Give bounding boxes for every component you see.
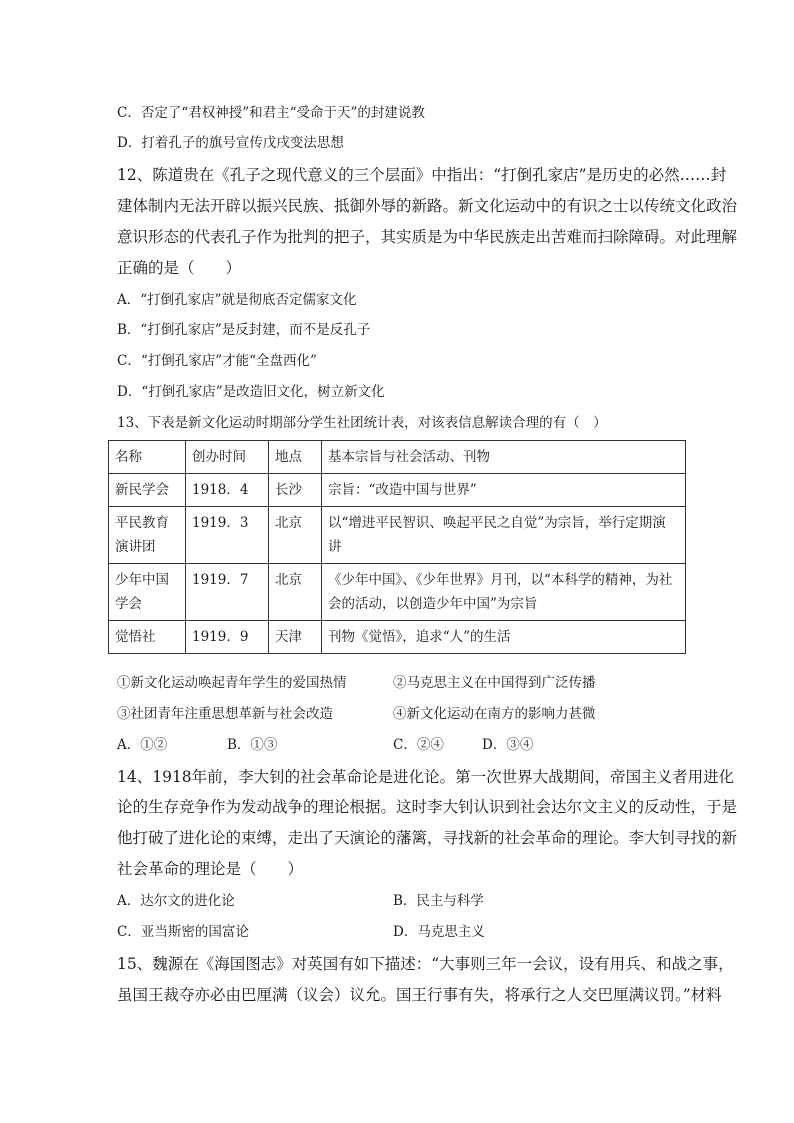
q14-stem-line-2: 论的生存竞争作为发动战争的理论根据。这时李大钊认识到社会达尔文主义的反动性，于是 <box>117 798 738 816</box>
q13-statement-3: ③社团青年注重思想革新与社会改造 <box>117 706 333 722</box>
table-header-cell: 地点 <box>269 441 322 474</box>
table-cell-place: 天津 <box>269 621 322 654</box>
table-cell-name: 平民教育演讲团 <box>109 507 186 564</box>
table-cell-date: 1918．4 <box>186 474 269 507</box>
table-cell-name: 少年中国学会 <box>109 564 186 621</box>
q14-stem-line-1: 14、1918年前，李大钊的社会革命论是进化论。第一次世界大战期间，帝国主义者用进化 <box>117 768 735 786</box>
q12-option-c: C．“打倒孔家店”才能“全盘西化” <box>117 353 317 369</box>
q15-stem-line-2: 虽国王裁夺亦必由巴厘满（议会）议允。国王行事有失，将承行之人交巴厘满议罚。”材料 <box>117 986 722 1004</box>
q12-stem-line-2: 建体制内无法开辟以振兴民族、抵御外辱的新路。新文化运动中的有识之士以传统文化政治 <box>117 197 738 215</box>
table-cell-date: 1919．9 <box>186 621 269 654</box>
table-cell-name: 觉悟社 <box>109 621 186 654</box>
table-header-cell: 基本宗旨与社会活动、刊物 <box>322 441 686 474</box>
q14-option-b: B．民主与科学 <box>393 893 484 909</box>
student-society-table <box>108 440 686 654</box>
q13-stem: 13、下表是新文化运动时期部分学生社团统计表，对该表信息解读合理的有（ ） <box>117 415 607 431</box>
q13-choice-d: D．③④ <box>482 737 534 753</box>
q12-option-a: A．“打倒孔家店”就是彻底否定儒家文化 <box>117 292 357 308</box>
q13-statement-2: ②马克思主义在中国得到广泛传播 <box>393 675 596 691</box>
q12-stem-line-4: 正确的是（ ） <box>117 259 242 277</box>
q12-stem-line-1: 12、陈道贵在《孔子之现代意义的三个层面》中指出：“打倒孔家店”是历史的必然……封 <box>117 166 727 184</box>
table-cell-desc: 宗旨：“改造中国与世界” <box>322 474 686 507</box>
table-row <box>109 564 686 621</box>
q13-choice-b: B．①③ <box>227 737 278 753</box>
q12-option-d: D．“打倒孔家店”是改造旧文化，树立新文化 <box>117 384 385 400</box>
table-header-row <box>109 441 686 474</box>
table-cell-desc: 以“增进平民智识、唤起平民之自觉”为宗旨，举行定期演讲 <box>322 507 686 564</box>
q14-stem-line-4: 社会革命的理论是（ ） <box>117 860 304 878</box>
q14-option-a: A．达尔文的进化论 <box>117 893 235 909</box>
q13-choice-c: C．②④ <box>393 737 444 753</box>
table-cell-place: 北京 <box>269 564 322 621</box>
table-cell-date: 1919．7 <box>186 564 269 621</box>
table-header-cell: 创办时间 <box>186 441 269 474</box>
q11-option-d: D．打着孔子的旗号宣传戊戌变法思想 <box>117 135 344 151</box>
q13-statement-1: ①新文化运动唤起青年学生的爱国热情 <box>117 675 347 691</box>
table-header-cell: 名称 <box>109 441 186 474</box>
table-cell-desc: 刊物《觉悟》，追求“人”的生活 <box>322 621 686 654</box>
q15-stem-line-1: 15、魏源在《海国图志》对英国有如下描述：“大事则三年一会议，设有用兵、和战之事， <box>117 955 734 973</box>
q12-stem-line-3: 意识形态的代表孔子作为批判的把子，其实质是为中华民族走出苦难而扫除障碍。对此理解 <box>117 228 738 246</box>
table-row <box>109 621 686 654</box>
q13-statement-4: ④新文化运动在南方的影响力甚微 <box>393 706 596 722</box>
q12-option-b: B．“打倒孔家店”是反封建，而不是反孔子 <box>117 322 371 338</box>
q11-option-c: C．否定了“君权神授”和君主“受命于天”的封建说教 <box>117 105 425 121</box>
table-row <box>109 507 686 564</box>
q14-option-c: C．亚当斯密的国富论 <box>117 924 249 940</box>
table-cell-date: 1919．3 <box>186 507 269 564</box>
table-cell-name: 新民学会 <box>109 474 186 507</box>
q14-stem-line-3: 他打破了进化论的束缚，走出了天演论的藩篱，寻找新的社会革命的理论。李大钊寻找的新 <box>117 829 738 847</box>
table-cell-place: 北京 <box>269 507 322 564</box>
q14-option-d: D．马克思主义 <box>393 924 485 940</box>
table-row <box>109 474 686 507</box>
table-cell-desc: 《少年中国》、《少年世界》月刊，以“本科学的精神，为社会的活动，以创造少年中国”为宗旨 <box>322 564 686 621</box>
q13-choice-a: A．①② <box>117 737 168 753</box>
table-cell-place: 长沙 <box>269 474 322 507</box>
